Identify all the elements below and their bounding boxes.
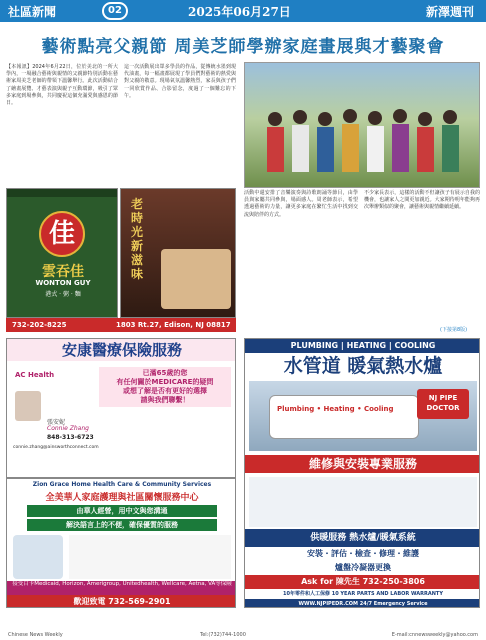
homecare-line1: 由華人經營，用中文與您溝通 bbox=[27, 505, 217, 517]
footer-right: E-mail:cnnewsweekly@yahoo.com bbox=[391, 632, 478, 638]
restaurant-contact-bar bbox=[6, 318, 236, 332]
page-header bbox=[0, 0, 486, 22]
plumbing-line1: 供暖服務 熱水爐/暖氣系統 bbox=[245, 529, 480, 547]
page-number: 02 bbox=[102, 2, 128, 20]
restaurant-name-cn: 雲吞佳 bbox=[42, 264, 84, 280]
plumbing-line2: 安裝・評估・檢查・修理・維護 bbox=[307, 549, 419, 558]
agent-name-en: Connie Zhang bbox=[47, 425, 89, 432]
article-col-3: 活動中還安排了音樂演奏與詩歌朗誦等節目，由學員與家屬共同參與，場面感人。周老師表示，希望透過藝術的力量，讓更多家庭在繁忙生活中找到交流與陪伴的方式。 bbox=[244, 190, 358, 218]
article-col-2: 這一次活動展出眾多學員的作品，從傳統水墨到現代油畫，每一幅畫都展現了學員們對藝術的熱愛與對父親的敬意。現場氣氛溫馨熱烈，家長與孩子們一同欣賞作品、合影留念，度過了一個難忘的下午。 bbox=[124, 64, 236, 99]
homecare-phone: 歡迎致電 732-569-2901 bbox=[7, 595, 236, 608]
section-title: 社區新聞 bbox=[8, 5, 57, 19]
plumbing-line3: 爐盤冷凝器更換 bbox=[335, 563, 391, 572]
article-col-4: 不少家長表示，這樣的活動不但讓孩子有展示自我的機會，也讓家人之間更加親近。大家期待明年能夠再次舉辦類似的聚會，讓藝術與親情繼續延續。 bbox=[364, 190, 480, 211]
plumbing-phone: Ask for 陳先生 732-250-3806 bbox=[245, 575, 480, 589]
agent-name-cn: 張安妮 bbox=[47, 419, 66, 426]
agent-email: connie.zhang@ainsworthconnect.com bbox=[13, 445, 99, 450]
plumbing-warranty: 10年零件和人工保修 10 YEAR PARTS AND LABOR WARRANTY bbox=[283, 591, 443, 597]
footer-left: Chinese News Weekly bbox=[8, 632, 63, 638]
people-photo bbox=[245, 63, 480, 188]
article-headline: 藝術點亮父親節 周美芝師學辦家庭畫展與才藝聚會 bbox=[41, 37, 445, 57]
insurance-company: AC Health bbox=[15, 371, 55, 379]
agent-phone: 848-313-6723 bbox=[47, 434, 94, 441]
restaurant-phone: 732-202-8225 bbox=[12, 321, 67, 329]
group-photo-top bbox=[244, 62, 480, 188]
restaurant-sub: 港式 · 粥 · 麵 bbox=[45, 291, 81, 298]
plumbing-web: WWW.NJPIPEDR.COM 24/7 Emergency Service bbox=[245, 599, 480, 608]
restaurant-logo: 佳 bbox=[39, 211, 85, 257]
plumbing-ad bbox=[244, 338, 480, 608]
restaurant-storefront-photo bbox=[120, 188, 236, 318]
plumbing-subtitle: 維修與安裝專業服務 bbox=[245, 455, 480, 473]
homecare-services-grid bbox=[69, 535, 231, 579]
continued-note: (下接第8版) bbox=[440, 327, 468, 333]
restaurant-name-en: WONTON GUY bbox=[35, 279, 91, 287]
insurance-ad bbox=[6, 338, 236, 478]
homecare-line2: 解決語言上的不便，確保優質的服務 bbox=[27, 519, 217, 531]
insurance-title: 安康醫療保險服務 bbox=[7, 339, 236, 361]
paper-name: 新澤週刊 bbox=[425, 5, 474, 19]
plumbing-title-cn: 水管道 暖氣熱水爐 bbox=[283, 355, 443, 377]
article-col-1: 【本報訊】2024年6月22日，位於美北的一所大學內，一場融合藝術與親情的父親節特別活動在藝術家周美芝老師的帶領下溫馨舉行。此次活動結合了繪畫展覽、才藝表演與親子互動環節，吸引了眾多家庭到場參與，共同慶祝這個充滿愛與感恩的節日。 bbox=[6, 64, 118, 107]
page-footer bbox=[0, 630, 486, 640]
restaurant-address: 1803 Rt.27, Edison, NJ 08817 bbox=[116, 321, 231, 329]
homecare-photo bbox=[13, 535, 63, 579]
homecare-ad bbox=[6, 478, 236, 608]
homecare-title-en: Zion Grace Home Health Care & Community Services bbox=[32, 481, 212, 488]
issue-date: 2025年06月27日 bbox=[188, 5, 291, 19]
storefront-sign: 老時光 新滋味 bbox=[131, 197, 144, 281]
footer-mid: Tel:(732)744-1000 bbox=[200, 632, 246, 638]
brand-logo: NJ PIPE DOCTOR bbox=[417, 389, 469, 419]
insurance-banner: 已滿65歲的您 有任何關於MEDICARE的疑問 或想了解是否有更好的選擇 請與我們聯繫！ bbox=[99, 367, 231, 407]
homecare-title-cn: 全美華人家庭護理與社區關懷服務中心 bbox=[45, 493, 199, 503]
plumbing-title-en: PLUMBING | HEATING | COOLING bbox=[245, 339, 480, 353]
homecare-insurance: 接受白卡Medicaid, Horizon, Amerigroup, Unitedhealth, Wellcare, Aetna, VA等保險 bbox=[7, 581, 236, 595]
restaurant-ad bbox=[6, 188, 118, 318]
agent-photo bbox=[15, 391, 41, 421]
van-photo: Plumbing • Heating • Cooling NJ PIPE DOCTOR bbox=[249, 381, 477, 451]
